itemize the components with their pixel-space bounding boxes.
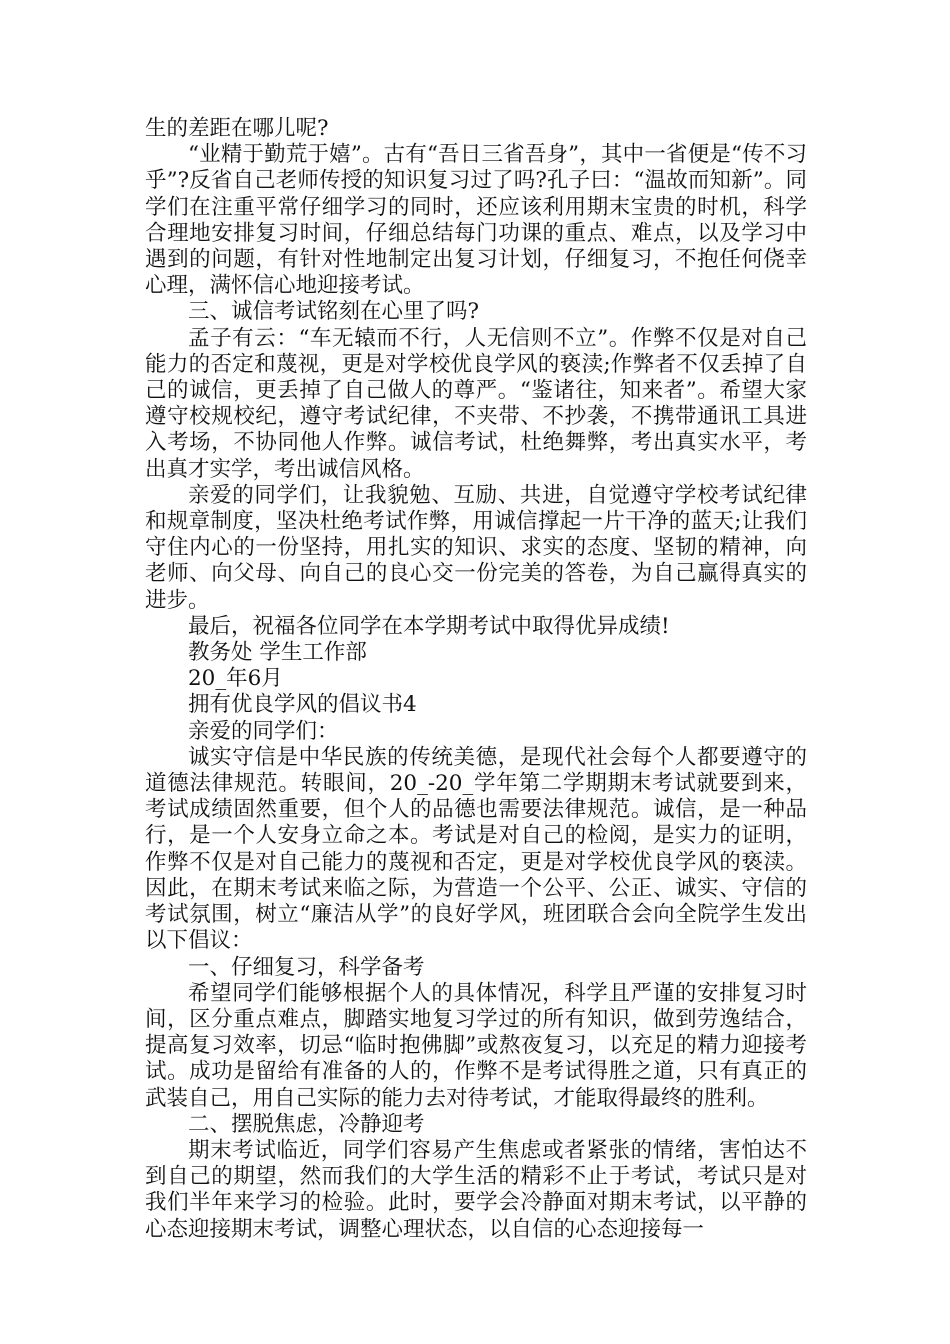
signature-department: 教务处 学生工作部 bbox=[188, 640, 367, 666]
paragraph: 孟子有云：“车无辕而不行，人无信则不立”。作弊不仅是对自己能力的否定和蔑视，更是对学校优良学风的亵渎;作弊者不仅丢掉了自己的诚信，更丢掉了自己做人的尊严。“鉴诸往，知来者”。希望大家遵守校规校纪，遵守考试纪律，不夹带、不抄袭，不携带通讯工具进入考场，不协同他人作弊。诚信考试，杜绝舞弊，考出真实水平，考出真才实学，考出诚信风格。 bbox=[145, 325, 807, 482]
paragraph: 最后，祝福各位同学在本学期考试中取得优异成绩! bbox=[188, 613, 670, 639]
section-heading: 二、摆脱焦虑，冷静迎考 bbox=[188, 1111, 425, 1137]
paragraph: 期末考试临近，同学们容易产生焦虑或者紧张的情绪，害怕达不到自己的期望，然而我们的大学生活的精彩不止于考试，考试只是对我们半年来学习的检验。此时，要学会冷静面对期末考试，以平静的心态迎接期末考试，调整心理状态，以自信的心态迎接每一 bbox=[145, 1137, 807, 1242]
document-title: 拥有优良学风的倡议书4 bbox=[188, 692, 417, 718]
signature-date: 20_年6月 bbox=[188, 666, 283, 692]
paragraph: 希望同学们能够根据个人的具体情况，科学且严谨的安排复习时间，区分重点难点，脚踏实地复习学过的所有知识，做到劳逸结合，提高复习效率，切忌“临时抱佛脚”或熬夜复习，以充足的精力迎接考试。成功是留给有准备的人的，作弊不是考试得胜之道，只有真正的武装自己，用自己实际的能力去对待考试，才能取得最终的胜利。 bbox=[145, 980, 807, 1111]
document-page bbox=[145, 116, 807, 1243]
salutation: 亲爱的同学们： bbox=[188, 718, 339, 744]
section-heading: 三、诚信考试铭刻在心里了吗? bbox=[188, 299, 480, 325]
paragraph: 生的差距在哪儿呢? bbox=[145, 116, 329, 141]
paragraph: 诚实守信是中华民族的传统美德，是现代社会每个人都要遵守的道德法律规范。转眼间，20_-20_学年第二学期期末考试就要到来，考试成绩固然重要，但个人的品德也需要法律规范。诚信，是一种品行，是一个人安身立命之本。考试是对自己的检阅，是实力的证明，作弊不仅是对自己能力的蔑视和否定，更是对学校优良学风的亵渎。因此，在期末考试来临之际，为营造一个公平、公正、诚实、守信的考试氛围，树立“廉洁从学”的良好学风，班团联合会向全院学生发出以下倡议： bbox=[145, 744, 807, 954]
paragraph: “业精于勤荒于嬉”。古有“吾日三省吾身”，其中一省便是“传不习乎”?反省自己老师传授的知识复习过了吗?孔子曰：“温故而知新”。同学们在注重平常仔细学习的同时，还应该利用期末宝贵的时机，科学合理地安排复习时间，仔细总结每门功课的重点、难点，以及学习中遇到的问题，有针对性地制定出复习计划，仔细复习，不抱任何侥幸心理，满怀信心地迎接考试。 bbox=[145, 142, 807, 299]
section-heading: 一、仔细复习，科学备考 bbox=[188, 954, 425, 980]
paragraph: 亲爱的同学们，让我貌勉、互励、共进，自觉遵守学校考试纪律和规章制度，坚决杜绝考试作弊，用诚信撑起一片干净的蓝天;让我们守住内心的一份坚持，用扎实的知识、求实的态度、坚韧的精神，向老师、向父母、向自己的良心交一份完美的答卷，为自己赢得真实的进步。 bbox=[145, 482, 807, 613]
